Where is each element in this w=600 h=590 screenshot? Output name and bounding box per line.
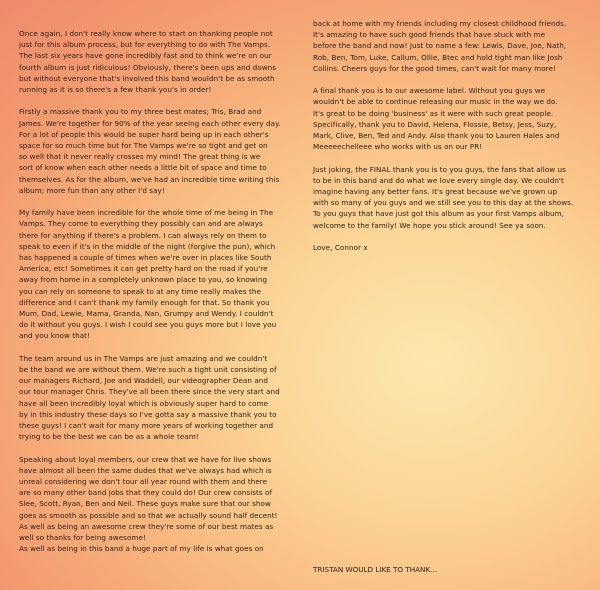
paragraph-bandmates: Firstly a massive thank you to my three best mates; Tris, Brad and James. We're together for 90% of the year seeing each other every day. For a lot of people this would be super hard being up in each other's space for so much time but for The Vamps we're so tight and get on so well that it never really crosses my mind! The great thing is we sort of know when each other needs a little bit of space and time to themselves. As for the album, we've had an incredible time writing this album; more fun than any other I'd say! — [19, 107, 281, 195]
paragraph-crew: Speaking about loyal members, our crew that we have for live shows have almost all been the same dudes that we've always had which is unreal considering we don't tour all year round with them and there are so many other band jobs that they could do! Our crew consists of Slee, Scott, Ryan, Ben and Neil. These guys make sure that our show goes as smooth as possible and so that we actually sound half decent! As well as being an awesome crew they're some of our best mates as well so thanks for being awesome! As well as being in this band a huge part of my life is what goes on — [19, 454, 278, 554]
paragraph-team: The team around us in The Vamps are just amazing and we couldn't be the band we are without them. We're such a tight unit consisting of our managers Richard, Joe and Waddell, our videographer Dean and our tour manager Chris. They've all been there since the very start and have all been incredibly loyal which is obviously super hard to come by in this industry these days so I've gotta say a massive thank you to these guys! I can't wait for many more years of working together and trying to be the best we can be as a whole team! — [19, 353, 280, 442]
paragraph-intro: Once again, I don't really know where to start on thanking people not just for this album process, but for everything to do with The Vamps. The last six years have gone incredibly fast and to think we're on our fourth album is just ridiculous! Obviously, there's been ups and downs but without everyone that's involved this band wouldn't be as smooth running as it is so there's a few thank you's in order! — [19, 29, 277, 95]
left-text-column — [19, 28, 291, 554]
paragraph-label: A final thank you is to our awesome label. Without you guys we wouldn't be able to continue releasing our music in the way we do. It's great to be doing 'business' as it were with such great people. Specifically, thank you to David, Helena, Flossie, Betsy, Jess, Suzy, Mark, Clive, Ben, Ted and Andy. Also thank you to Lauren Hales and Meeeeechelleee who works with us on our PR! — [313, 86, 560, 152]
paragraph-fans: Just joking, the FINAL thank you is to you guys, the fans that allow us to be in this band and do what we love every single day. We couldn't imagine having any better fans. It's great because we've grown up with so many of you guys and we still see you to this day at the shows. To you guys that have just got this album as your first Vamps album, welcome to the family! We hope you stick around! See ya soon. — [313, 164, 574, 230]
paragraph-friends: back at home with my friends including my closest childhood friends. It's amazing to have such good friends that have stuck with me before the band and now! Just to name a few: Lewis, Dave, Joe, Nath, Rob, Ben, Tom, Luke, Callum, Ollie, Btec and hold tight man like Josh Collins. Cheers guys for the good times, can't wait for many more! — [313, 19, 567, 73]
paragraph-family: My family have been incredible for the whole time of me being in The Vamps. They come to everything they possibly can and are always there for anything if there's a problem. I can always rely on them to speak to even if it's in the middle of the night (forgive the pun), which has happened a couple of times when we're over in places like South America, etc! Sometimes it can get pretty hard on the road if you're away from home in a completely unknown place to you, so knowing you can rely on someone to speak to at any time really makes the difference and I can't thank my family enough for that. So thank you Mum, Dad, Lewie, Mama, Granda, Nan, Grumpy and Wendy. I couldn't do it without you guys. I wish I could see you guys more but I love you and you know that! — [19, 208, 277, 341]
signature-line: Love, Connor x — [313, 243, 368, 253]
right-text-column — [313, 18, 581, 264]
next-section-heading: TRISTAN WOULD LIKE TO THANK... — [313, 565, 437, 574]
